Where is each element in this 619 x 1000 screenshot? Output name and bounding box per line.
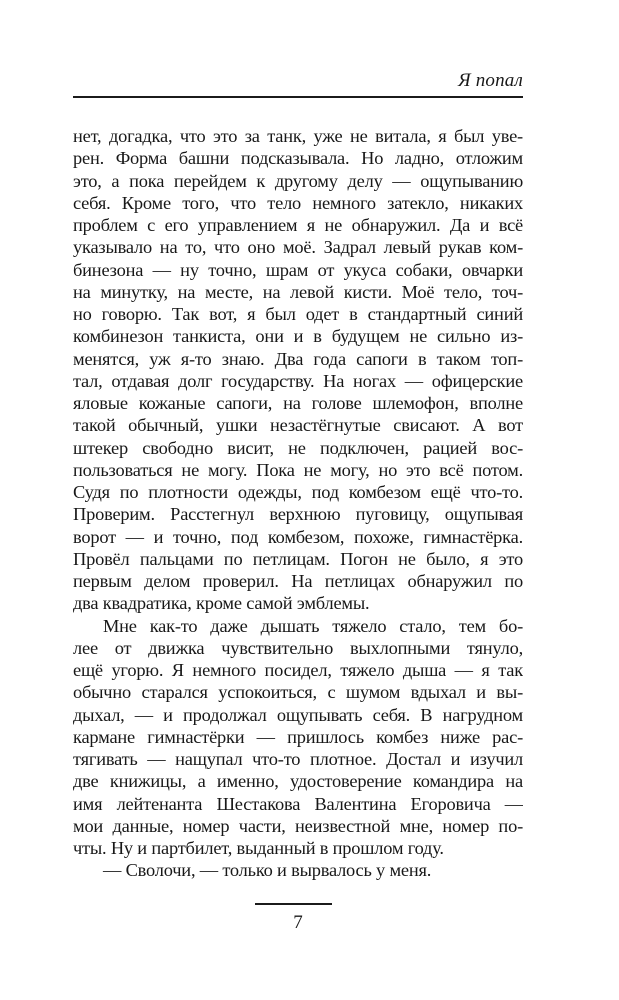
text-line: указывало на то, что оно моё. Задрал левый рукав ком- <box>73 237 523 258</box>
text-line: это, а пока перейдем к другому делу — ощупыванию <box>73 170 523 191</box>
text-line: — Сволочи, — только и вырвалось у меня. <box>103 860 432 881</box>
text-line: такой обычный, ушки незастёгнутые свисают. А вот <box>73 415 523 436</box>
text-line: имя лейтенанта Шестакова Валентина Егоровича — <box>73 793 523 814</box>
text-line: менятся, уж я-то знаю. Два года сапоги в таком топ- <box>73 348 523 369</box>
text-line: обычно старался успокоиться, с шумом вдыхал и вы- <box>73 682 523 703</box>
text-line: ворот — и точно, под комбезом, похоже, гимнастёрка. <box>73 526 523 547</box>
text-line: ещё угорю. Я немного посидел, тяжело дыша — я так <box>73 660 523 680</box>
text-line: два квадратика, кроме самой эмблемы. <box>73 593 370 614</box>
text-line: нет, догадка, что это за танк, уже не витала, я был уве- <box>73 126 523 146</box>
text-line: проблем с его управлением я не обнаружил. Да и всё <box>73 215 523 235</box>
text-line: пользоваться не могу. Пока не могу, но это всё потом. <box>73 459 523 480</box>
text-line: тал, отдавая долг государству. На ногах — офицерские <box>73 370 523 391</box>
text-line: но говорю. Так вот, я был одет в стандартный синий <box>73 304 523 324</box>
footer-rule <box>255 903 332 905</box>
header-rule <box>73 96 523 98</box>
text-line: дыхал, — и продолжал ощупывать себя. В нагрудном <box>73 704 523 725</box>
text-line: кармане гимнастёрки — пришлось комбез ниже рас- <box>73 726 523 747</box>
text-line: мои данные, номер части, неизвестной мне, номер по- <box>73 815 523 836</box>
page-number: 7 <box>293 912 303 933</box>
text-line: на минутку, на месте, на левой кисти. Моё тело, точ- <box>73 281 523 302</box>
running-head-title: Я попал <box>458 70 523 91</box>
text-line: бинезона — ну точно, шрам от укуса собаки, овчарки <box>73 259 523 280</box>
text-line: лее от движка чувствительно выхлопными тянуло, <box>73 637 523 658</box>
text-line: чты. Ну и партбилет, выданный в прошлом году. <box>73 838 444 858</box>
text-line: яловые кожаные сапоги, на голове шлемофон, вполне <box>73 393 523 413</box>
text-line: Судя по плотности одежды, под комбезом ещё что-то. <box>73 482 523 502</box>
text-line: тягивать — нащупал что-то плотное. Достал и изучил <box>73 749 523 769</box>
text-line: себя. Кроме того, что тело немного затекло, никаких <box>73 192 523 213</box>
text-line: две книжицы, а именно, удостоверение командира на <box>73 771 523 792</box>
text-line: первым делом проверил. На петлицах обнаружил по <box>73 571 523 591</box>
text-line: Проверим. Расстегнул верхнюю пуговицу, ощупывая <box>73 504 523 525</box>
text-line: штекер свободно висит, не подключен, рацией вос- <box>73 437 523 458</box>
text-line: Провёл пальцами по петлицам. Погон не было, я это <box>73 548 523 569</box>
text-line: комбинезон танкиста, они и в будущем не сильно из- <box>73 326 523 347</box>
body-text <box>73 125 523 882</box>
text-line: Мне как-то даже дышать тяжело стало, тем бо- <box>103 615 523 636</box>
text-line: рен. Форма башни подсказывала. Но ладно, отложим <box>73 148 523 169</box>
